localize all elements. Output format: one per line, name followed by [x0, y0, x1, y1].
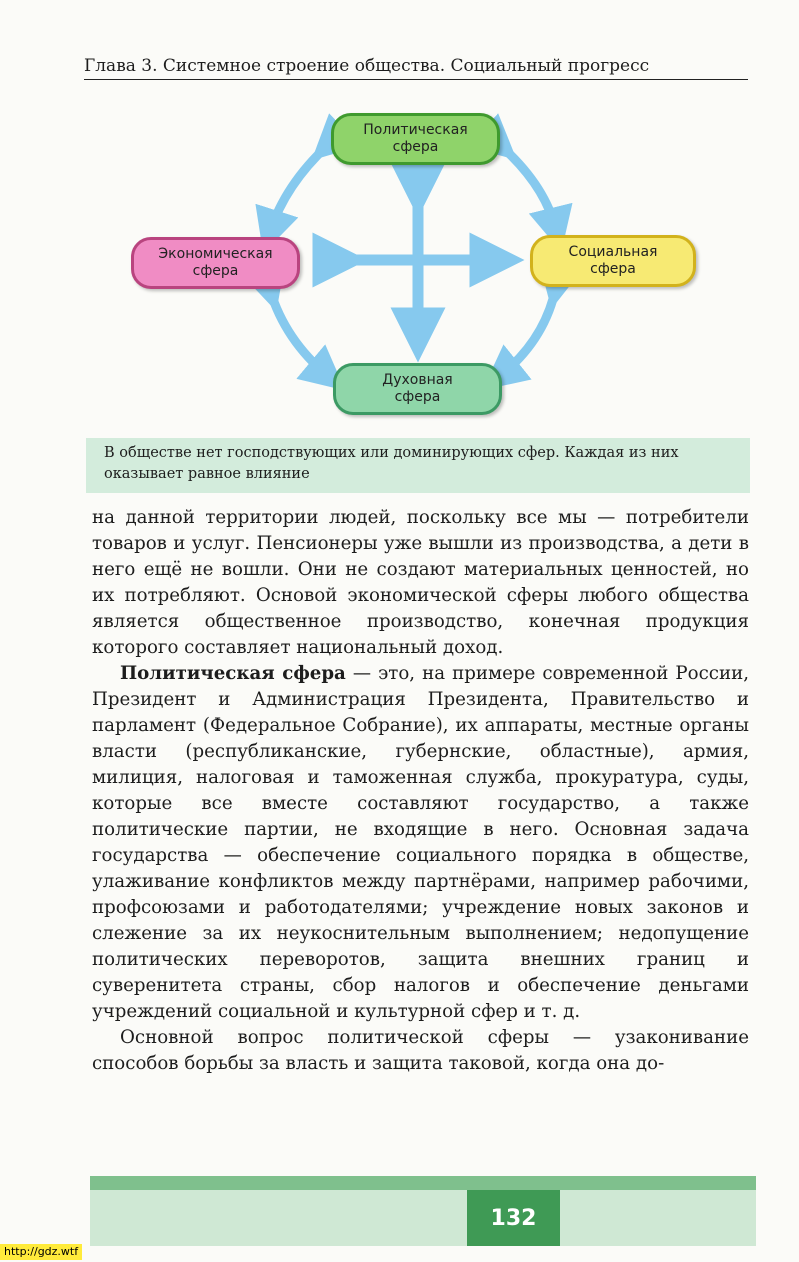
- spheres-diagram: [0, 0, 799, 430]
- arrow-social-spiritual: [500, 287, 556, 376]
- arrow-economic-spiritual: [270, 290, 328, 376]
- watermark-link[interactable]: http://gdz.wtf: [0, 1244, 82, 1260]
- arrow-political-economic: [270, 145, 328, 232]
- economic-sphere-label: Экономическая сфера: [158, 246, 273, 279]
- social-sphere-box: [530, 235, 696, 287]
- term-political-sphere: Политическая сфера: [120, 663, 346, 684]
- paragraph-political: [92, 661, 749, 1025]
- political-sphere-box: [331, 113, 500, 165]
- spiritual-sphere-box: [333, 363, 502, 415]
- arrow-political-social: [500, 145, 556, 230]
- page-number: 132: [467, 1190, 560, 1246]
- social-sphere-label: Социальная сфера: [568, 244, 658, 277]
- footer-stripe: [90, 1176, 756, 1190]
- main-text: [92, 505, 749, 1077]
- diagram-caption: В обществе нет господствующих или доминирующих сфер. Каждая из них оказывает равное влияние: [86, 438, 750, 493]
- spiritual-sphere-label: Духовная сфера: [382, 372, 453, 405]
- paragraph-political-text: — это, на примере современной России, Президент и Администрация Президента, Правительство и парламент (Федеральное Собрание), их аппараты, местные органы власти (республиканские, губернские, областные), армия, милиция, налоговая и таможенная служба, прокуратура, суды, которые все вместе составляют государство, а также политические партии, не входящие в него. Основная задача государства — обеспечение социального порядка в обществе, улаживание конфликтов между партнёрами, например рабочими, профсоюзами и работодателями; учреждение новых законов и слежение за их неукоснительным выполнением; недопущение политических переворотов, защита внешних границ и суверенитета страны, сбор налогов и обеспечение деньгами учреждений социальной и культурной сфер и т. д.: [92, 663, 749, 1022]
- political-sphere-label: Политическая сфера: [363, 122, 468, 155]
- page-footer: [90, 1176, 756, 1246]
- chapter-header: Глава 3. Системное строение общества. Социальный прогресс: [84, 56, 748, 80]
- paragraph-economic: на данной территории людей, поскольку все мы — потребители товаров и услуг. Пенсионеры уже вышли из производства, а дети в него ещё не вошли. Они не создают материальных ценностей, но их потребляют. Основой экономической сферы любого общества является общественное производство, конечная продукция которого составляет национальный доход.: [92, 507, 749, 658]
- economic-sphere-box: [131, 237, 300, 289]
- paragraph-political-question: Основной вопрос политической сферы — узаконивание способов борьбы за власть и защита таковой, когда она до-: [92, 1027, 749, 1074]
